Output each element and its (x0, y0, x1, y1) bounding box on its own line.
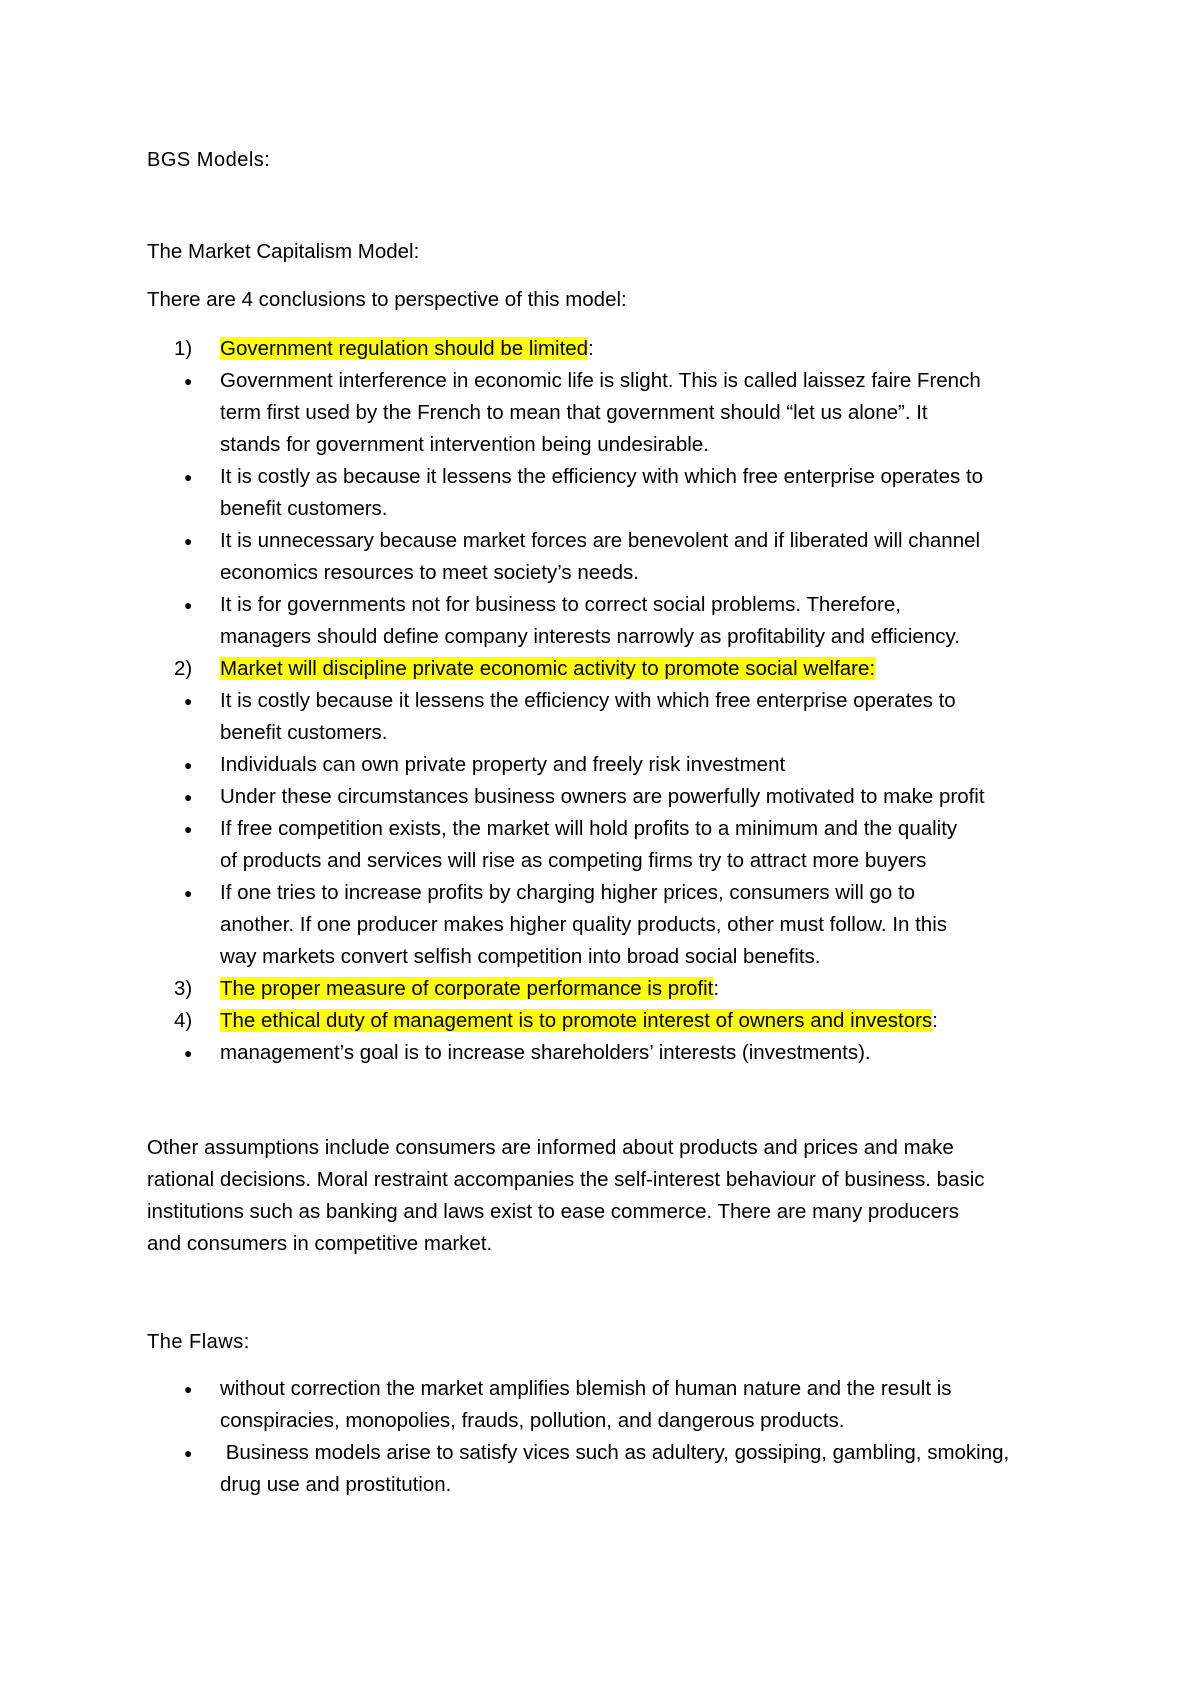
list-item-line: It is unnecessary because market forces are benevolent and if liberated will channel (220, 529, 981, 552)
assumptions-paragraph: Other assumptions include consumers are informed about products and prices and make rational decisions. Moral restraint accompanies the self-interest behaviour of business. basic institutions such as banking and laws exist to ease commerce. There are many producers and consumers in competitive market. (147, 1136, 985, 1255)
section-title: The Market Capitalism Model: (147, 240, 420, 263)
list-item-line: stands for government intervention being undesirable. (220, 433, 709, 456)
highlighted-text: The proper measure of corporate performance is profit (220, 977, 714, 1000)
list-item-line: economics resources to meet society’s needs. (220, 561, 639, 584)
flaws-heading: The Flaws: (147, 1331, 250, 1353)
list-item-line: another. If one producer makes higher quality products, other must follow. In this (220, 913, 948, 936)
bullet-icon: ● (184, 533, 193, 549)
list-item (220, 653, 875, 685)
bullet-icon: ● (184, 885, 193, 901)
list-number: 1) (174, 337, 193, 360)
list-item-line: It is costly as because it lessens the efficiency with which free enterprise operates to (220, 465, 984, 488)
bullet-icon: ● (184, 373, 193, 389)
highlighted-text: Market will discipline private economic activity to promote social welfare: (220, 657, 876, 680)
highlighted-text: Government regulation should be limited (220, 337, 589, 360)
bullet-icon: ● (184, 1381, 193, 1397)
list-item-line: It is costly because it lessens the efficiency with which free enterprise operates to (220, 689, 956, 712)
list-item-line: drug use and prostitution. (220, 1473, 452, 1496)
list-number: 3) (174, 977, 193, 1000)
list-item: The ethical duty of management is to promote interest of owners and investors: (220, 1009, 938, 1032)
list-item: The proper measure of corporate performance is profit: (220, 977, 720, 1000)
highlighted-text: The ethical duty of management is to promote interest of owners and investors (220, 1009, 933, 1032)
bullet-icon: ● (184, 1445, 193, 1461)
bullet-icon: ● (184, 693, 193, 709)
list-item-line: If one tries to increase profits by charging higher prices, consumers will go to (220, 881, 916, 904)
bullet-icon: ● (184, 597, 193, 613)
list-item-line: Under these circumstances business owners are powerfully motivated to make profit (220, 785, 985, 808)
list-item-line: without correction the market amplifies blemish of human nature and the result is (220, 1377, 952, 1400)
list-item-line: way markets convert selfish competition into broad social benefits. (220, 945, 821, 968)
bullet-icon: ● (184, 1045, 193, 1061)
list-number: 2) (174, 657, 193, 680)
list-item: Government regulation should be limited: (220, 337, 594, 360)
bullet-icon: ● (184, 789, 193, 805)
list-item-line: Government interference in economic life is slight. This is called laissez faire French (220, 369, 981, 392)
list-item-line: It is for governments not for business to correct social problems. Therefore, (220, 593, 901, 616)
list-item-line: benefit customers. (220, 721, 388, 744)
bullet-icon: ● (184, 757, 193, 773)
top-heading: BGS Models: (147, 149, 271, 171)
list-item-line: Individuals can own private property and freely risk investment (220, 753, 786, 776)
bullet-icon: ● (184, 821, 193, 837)
list-item-line: conspiracies, monopolies, frauds, pollution, and dangerous products. (220, 1409, 845, 1432)
intro-text: There are 4 conclusions to perspective of this model: (147, 288, 627, 311)
bullet-icon: ● (184, 469, 193, 485)
list-item-line: term first used by the French to mean that government should “let us alone”. It (220, 401, 928, 424)
list-item-line: Business models arise to satisfy vices such as adultery, gossiping, gambling, smoking, (220, 1441, 1010, 1464)
list-item-line: If free competition exists, the market will hold profits to a minimum and the quality (220, 817, 958, 840)
list-number: 4) (174, 1009, 193, 1032)
list-item-line: managers should define company interests narrowly as profitability and efficiency. (220, 625, 960, 648)
list-item-line: benefit customers. (220, 497, 388, 520)
list-item-line: of products and services will rise as competing firms try to attract more buyers (220, 849, 927, 872)
list-item-line: management’s goal is to increase shareholders’ interests (investments). (220, 1041, 871, 1064)
